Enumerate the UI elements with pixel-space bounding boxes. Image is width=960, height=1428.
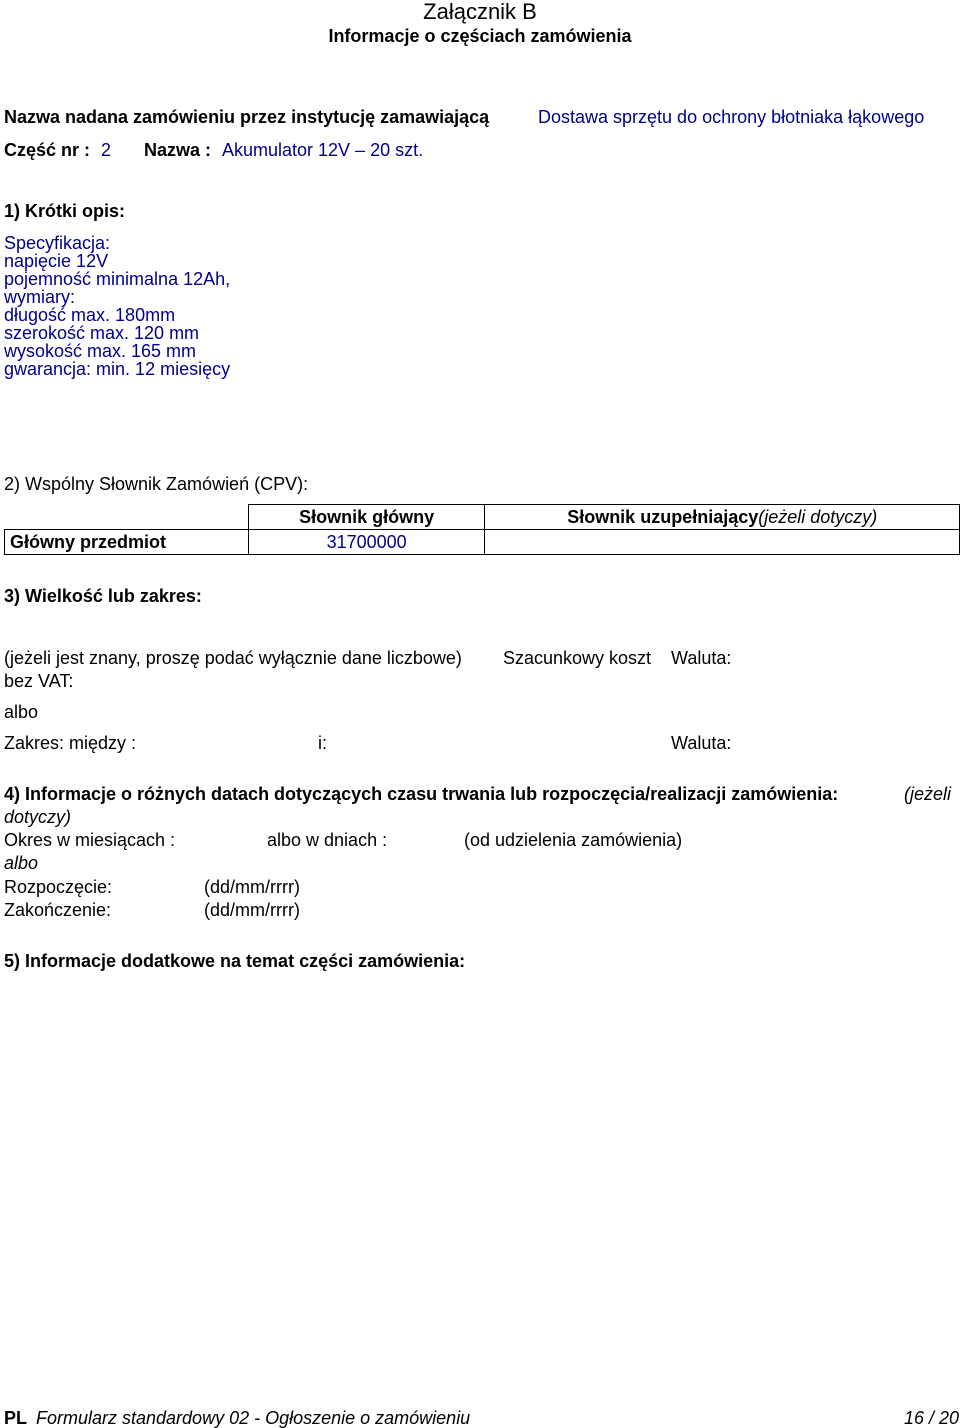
description-line: szerokość max. 120 mm [4, 323, 200, 343]
footer-form-name: Formularz standardowy 02 - Ogłoszenie o zamówieniu [36, 1408, 471, 1428]
footer-page-number: 16 / 20 [904, 1408, 960, 1428]
cpv-main-code: 31700000 [248, 530, 485, 555]
table-row [5, 505, 960, 530]
part-name-label: Nazwa : [144, 140, 212, 160]
period-months-label: Okres w miesiącach : [4, 830, 176, 850]
end-date-format: (dd/mm/rrrr) [204, 900, 300, 920]
vat-label: bez VAT: [4, 671, 74, 691]
section-5-heading: 5) Informacje dodatkowe na temat części zamówienia: [4, 951, 466, 971]
description-line: napięcie 12V [4, 251, 109, 271]
description-line: gwarancja: min. 12 miesięcy [4, 359, 231, 379]
table-cell-empty [5, 505, 249, 530]
part-number-value: 2 [101, 140, 112, 160]
part-name-value: Akumulator 12V – 20 szt. [222, 140, 424, 160]
page-title: Załącznik B [423, 0, 537, 24]
or-label: albo [4, 853, 39, 873]
estimated-cost-label: Szacunkowy koszt [503, 648, 652, 668]
cpv-table [4, 504, 960, 555]
section-4-heading: 4) Informacje o różnych datach dotyczących czasu trwania lub rozpoczęcia/realizacji zamówienia: [4, 784, 839, 804]
section-2-heading: 2) Wspólny Słownik Zamówień (CPV): [4, 474, 309, 494]
col-header-supplementary-vocabulary [485, 505, 960, 530]
or-label: albo [4, 702, 39, 722]
quantity-note: (jeżeli jest znany, proszę podać wyłącznie dane liczbowe) [4, 648, 462, 668]
range-between-label: Zakres: między : [4, 733, 137, 753]
description-line: wymiary: [4, 287, 75, 307]
part-number-label: Część nr : [4, 140, 91, 160]
range-currency-label: Waluta: [671, 733, 732, 753]
order-name-value: Dostawa sprzętu do ochrony błotniaka łąkowego [538, 107, 925, 127]
table-row [5, 530, 960, 555]
range-and-label: i: [318, 733, 327, 753]
col-header-main-vocabulary: Słownik główny [248, 505, 485, 530]
col-header-supplementary-note: (jeżeli dotyczy) [758, 507, 878, 527]
section-3-heading: 3) Wielkość lub zakres: [4, 586, 202, 606]
currency-label: Waluta: [671, 648, 732, 668]
cpv-supplementary-code [485, 530, 960, 555]
row-label-main-subject: Główny przedmiot [5, 530, 249, 555]
description-line: wysokość max. 165 mm [4, 341, 197, 361]
section-4-note-cont: dotyczy) [4, 807, 72, 827]
start-date-label: Rozpoczęcie: [4, 877, 113, 897]
section-4-note: (jeżeli [904, 784, 952, 804]
footer-language: PL [4, 1408, 28, 1428]
description-line: długość max. 180mm [4, 305, 176, 325]
order-name-label: Nazwa nadana zamówieniu przez instytucję zamawiającą [4, 107, 490, 127]
description-line: Specyfikacja: [4, 233, 111, 253]
from-award-label: (od udzielenia zamówienia) [464, 830, 683, 850]
period-days-label: albo w dniach : [267, 830, 388, 850]
page-subtitle: Informacje o częściach zamówienia [328, 26, 632, 46]
section-1-heading: 1) Krótki opis: [4, 201, 126, 221]
description-line: pojemność minimalna 12Ah, [4, 269, 231, 289]
start-date-format: (dd/mm/rrrr) [204, 877, 300, 897]
end-date-label: Zakończenie: [4, 900, 112, 920]
col-header-supplementary-label: Słownik uzupełniający [567, 507, 759, 527]
